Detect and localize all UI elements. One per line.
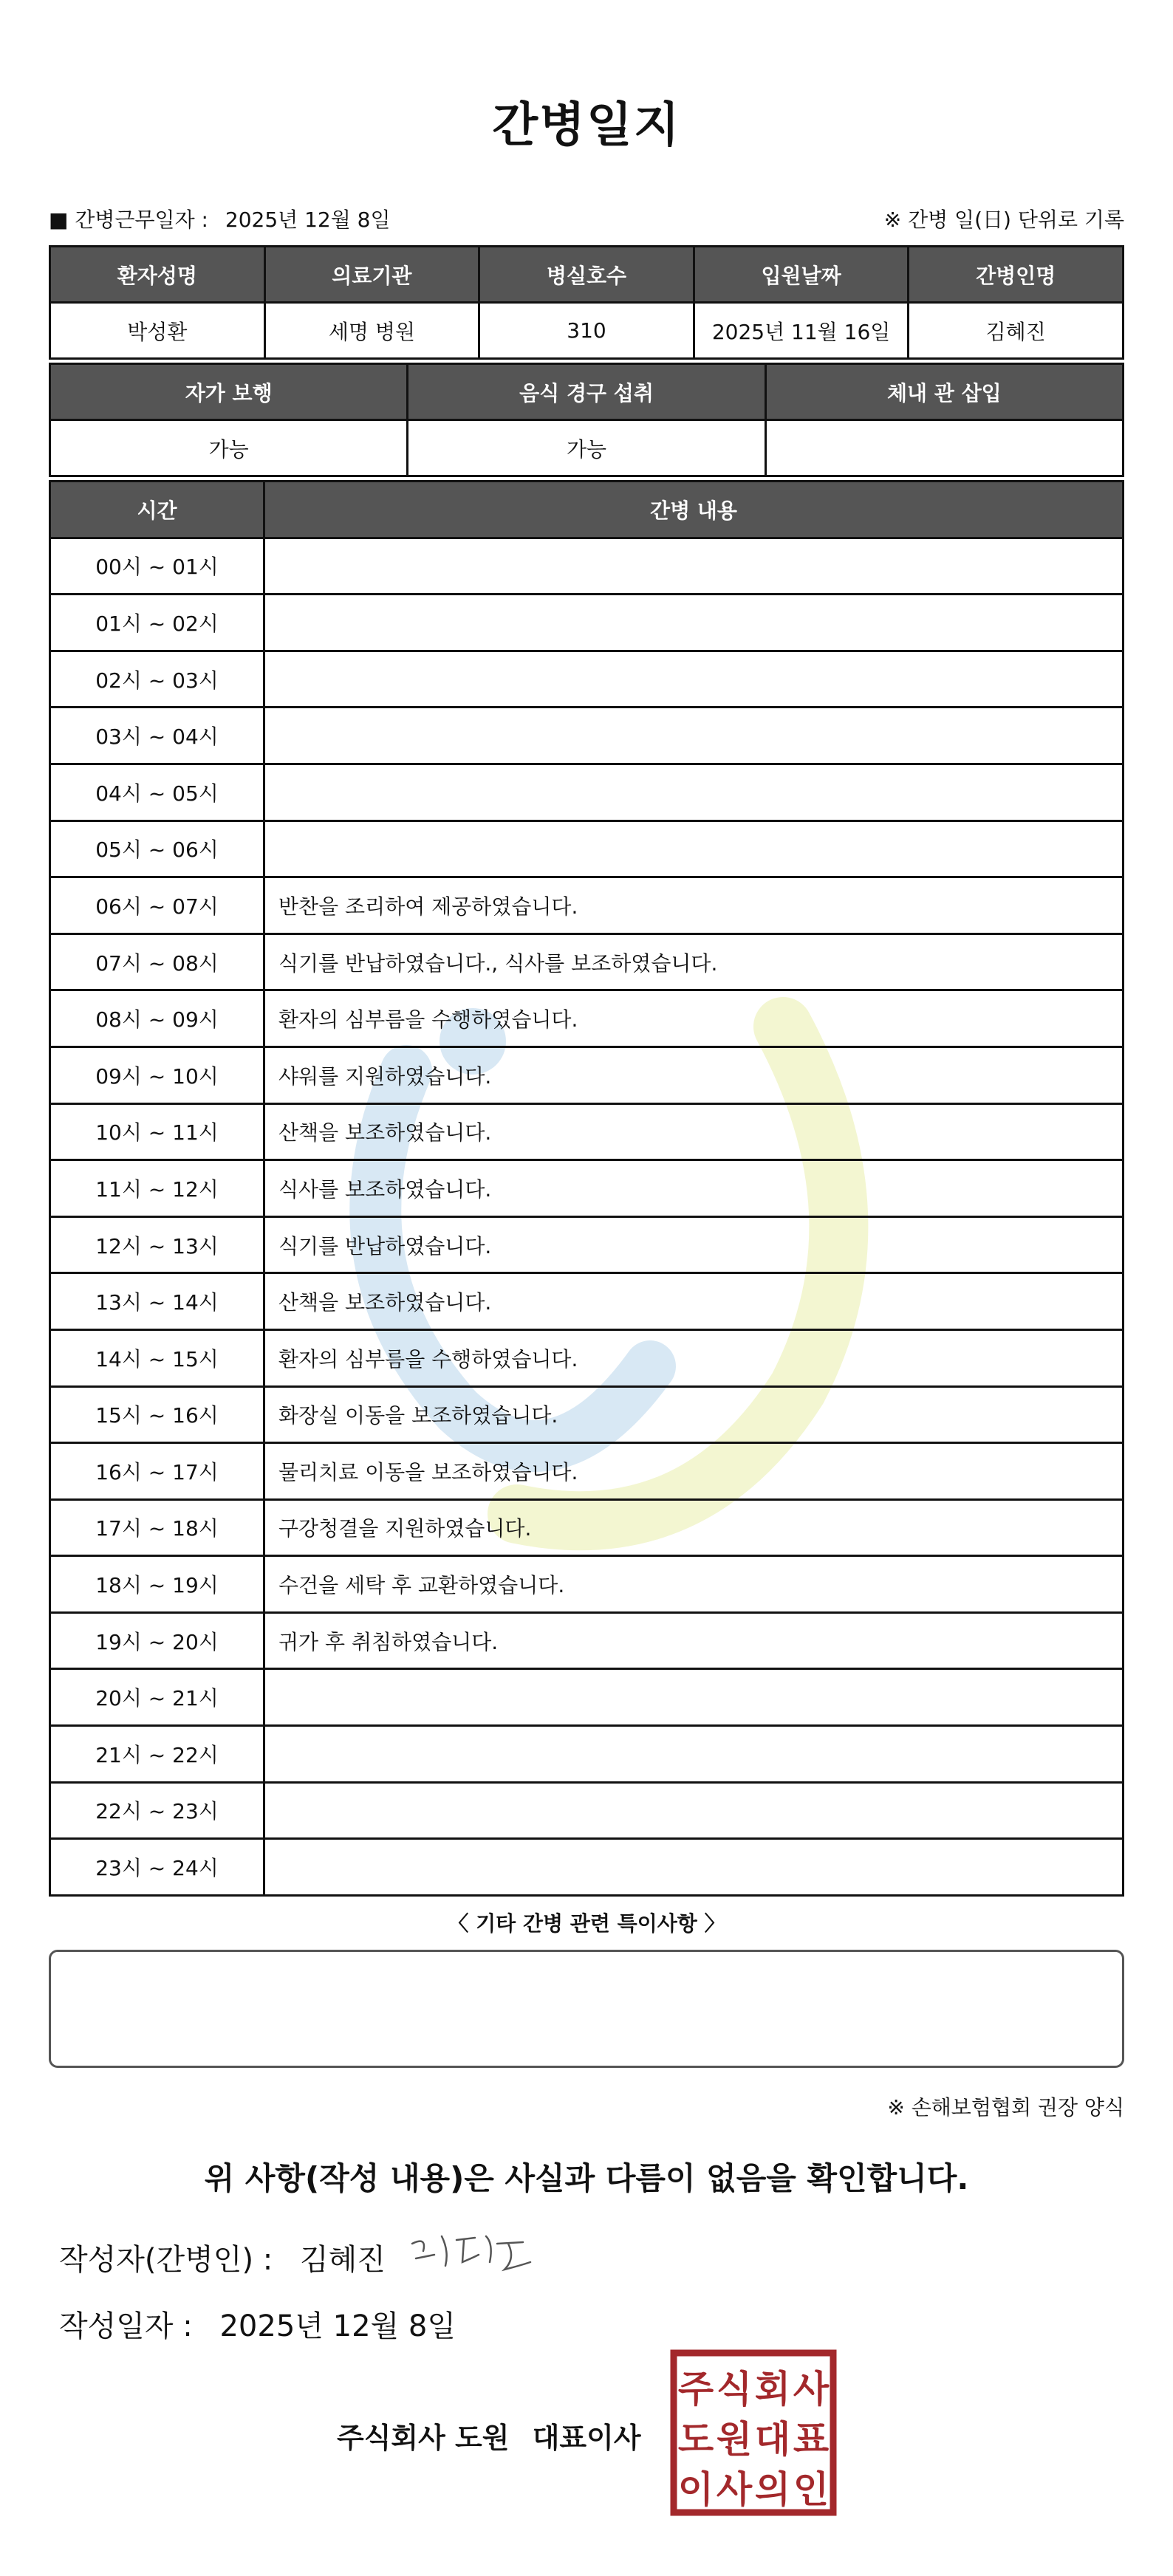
care-content: [264, 821, 1124, 877]
table-row: [50, 1556, 1124, 1613]
table-row: [50, 934, 1124, 990]
table-row: [50, 990, 1124, 1047]
care-content: 산책을 보조하였습니다.: [264, 1103, 1124, 1160]
time-slot: 21시 ~ 22시: [50, 1726, 264, 1783]
room-number: 310: [479, 303, 694, 359]
care-content: 식기를 반납하였습니다., 식사를 보조하였습니다.: [264, 934, 1124, 990]
table-row: [50, 1046, 1124, 1103]
recommended-form-note: ※ 손해보험협회 권장 양식: [887, 2095, 1124, 2120]
table-row: [50, 1839, 1124, 1896]
confirmation-statement: 위 사항(작성 내용)은 사실과 다름이 없음을 확인합니다.: [204, 2160, 969, 2196]
condition-header: 자가 보행: [50, 364, 408, 420]
care-content: 수건을 세탁 후 교환하였습니다.: [264, 1556, 1124, 1613]
seal-char: 도: [677, 2418, 714, 2461]
time-slot: 15시 ~ 16시: [50, 1386, 264, 1443]
time-slot: 16시 ~ 17시: [50, 1443, 264, 1500]
table-row: [50, 1273, 1124, 1330]
table-row: [50, 1329, 1124, 1386]
table-row: [50, 1103, 1124, 1160]
time-slot: 07시 ~ 08시: [50, 934, 264, 990]
written-date-value: 2025년 12월 8일: [219, 2309, 456, 2343]
table-row: [50, 1160, 1124, 1217]
time-slot: 11시 ~ 12시: [50, 1160, 264, 1217]
table-row: [50, 595, 1124, 651]
table-row: [50, 1443, 1124, 1500]
info-header: 환자성명: [50, 247, 265, 303]
company-title: 대표이사: [532, 2422, 641, 2454]
time-slot: 12시 ~ 13시: [50, 1216, 264, 1273]
time-slot: 04시 ~ 05시: [50, 764, 264, 821]
care-content: 산책을 보조하였습니다.: [264, 1273, 1124, 1330]
time-slot: 05시 ~ 06시: [50, 821, 264, 877]
seal-char: 원: [716, 2418, 753, 2461]
care-content: 샤워를 지원하였습니다.: [264, 1046, 1124, 1103]
time-slot: 02시 ~ 03시: [50, 651, 264, 708]
table-row: [50, 1782, 1124, 1839]
info-header: 의료기관: [264, 247, 479, 303]
table-row: [50, 1669, 1124, 1726]
time-slot: 03시 ~ 04시: [50, 708, 264, 764]
care-content: [264, 708, 1124, 764]
time-slot: 13시 ~ 14시: [50, 1273, 264, 1330]
table-row: [50, 1612, 1124, 1669]
record-note: ※ 간병 일(日) 단위로 기록: [883, 208, 1124, 232]
time-slot: 18시 ~ 19시: [50, 1556, 264, 1613]
seal-char: 대: [754, 2418, 791, 2461]
patient-info-table: [49, 245, 1124, 360]
care-log-table: [49, 480, 1124, 1897]
care-content: [264, 651, 1124, 708]
care-content: 물리치료 이동을 보조하였습니다.: [264, 1443, 1124, 1500]
table-row: [50, 1386, 1124, 1443]
caregiver-name: 김혜진: [909, 303, 1124, 359]
condition-header: 음식 경구 섭취: [408, 364, 765, 420]
hospital-name: 세명 병원: [264, 303, 479, 359]
work-date: [49, 204, 391, 233]
tube-insertion-value: [765, 420, 1123, 476]
author-name: 김혜진: [299, 2243, 386, 2277]
written-date-line: [59, 2303, 456, 2345]
info-header: 입원날짜: [694, 247, 909, 303]
seal-char: 표: [793, 2418, 830, 2461]
table-row: [50, 1726, 1124, 1783]
seal-char: 사: [793, 2368, 830, 2411]
time-slot: 10시 ~ 11시: [50, 1103, 264, 1160]
remarks-box: [49, 1950, 1124, 2068]
time-slot: 14시 ~ 15시: [50, 1329, 264, 1386]
table-row: [50, 877, 1124, 934]
work-date-value: 2025년 12월 8일: [225, 208, 391, 232]
table-row: [50, 651, 1124, 708]
oral-intake-value: 가능: [408, 420, 765, 476]
care-content: [264, 538, 1124, 595]
care-content: [264, 1839, 1124, 1896]
time-slot: 20시 ~ 21시: [50, 1669, 264, 1726]
author-label: 작성자(간병인) :: [59, 2243, 273, 2277]
company-line: [337, 2415, 641, 2456]
care-content: [264, 764, 1124, 821]
care-content: [264, 595, 1124, 651]
company-seal-stamp: [669, 2349, 838, 2517]
table-row: [50, 708, 1124, 764]
seal-char: 식: [716, 2368, 753, 2411]
time-slot: 08시 ~ 09시: [50, 990, 264, 1047]
care-content: [264, 1726, 1124, 1783]
company-name: 주식회사 도원: [337, 2422, 510, 2454]
work-date-label: ■ 간병근무일자 :: [49, 208, 208, 232]
time-slot: 00시 ~ 01시: [50, 538, 264, 595]
table-row: [50, 821, 1124, 877]
info-header: 간병인명: [909, 247, 1124, 303]
care-content: 화장실 이동을 보조하였습니다.: [264, 1386, 1124, 1443]
time-header: 시간: [50, 482, 264, 538]
patient-name: 박성환: [50, 303, 265, 359]
care-content: 식기를 반납하였습니다.: [264, 1216, 1124, 1273]
seal-char: 회: [754, 2368, 791, 2411]
table-row: [50, 538, 1124, 595]
care-content: 환자의 심부름을 수행하였습니다.: [264, 990, 1124, 1047]
self-walking-value: 가능: [50, 420, 408, 476]
table-row: [50, 1216, 1124, 1273]
seal-char: 인: [793, 2468, 830, 2511]
time-slot: 17시 ~ 18시: [50, 1499, 264, 1556]
remarks-title: 〈 기타 간병 관련 특이사항 〉: [448, 1911, 725, 1936]
care-content: [264, 1669, 1124, 1726]
admission-date: 2025년 11월 16일: [694, 303, 909, 359]
care-content: 귀가 후 취침하였습니다.: [264, 1612, 1124, 1669]
time-slot: 09시 ~ 10시: [50, 1046, 264, 1103]
seal-char: 의: [754, 2468, 791, 2511]
time-slot: 22시 ~ 23시: [50, 1782, 264, 1839]
care-content: 식사를 보조하였습니다.: [264, 1160, 1124, 1217]
care-content: 반찬을 조리하여 제공하였습니다.: [264, 877, 1124, 934]
written-date-label: 작성일자 :: [59, 2309, 193, 2343]
time-slot: 23시 ~ 24시: [50, 1839, 264, 1896]
author-line: [59, 2236, 386, 2278]
patient-condition-table: [49, 363, 1124, 477]
table-row: [50, 764, 1124, 821]
seal-char: 사: [716, 2468, 753, 2511]
care-content-header: 간병 내용: [264, 482, 1124, 538]
care-content: [264, 1782, 1124, 1839]
seal-char: 주: [677, 2368, 714, 2411]
seal-char: 이: [677, 2468, 714, 2511]
time-slot: 01시 ~ 02시: [50, 595, 264, 651]
table-row: [50, 1499, 1124, 1556]
time-slot: 19시 ~ 20시: [50, 1612, 264, 1669]
condition-header: 체내 관 삽입: [765, 364, 1123, 420]
info-header: 병실호수: [479, 247, 694, 303]
page-title: 간병일지: [492, 98, 681, 153]
care-content: 구강청결을 지원하였습니다.: [264, 1499, 1124, 1556]
time-slot: 06시 ~ 07시: [50, 877, 264, 934]
handwritten-signature: [405, 2222, 538, 2281]
care-content: 환자의 심부름을 수행하였습니다.: [264, 1329, 1124, 1386]
